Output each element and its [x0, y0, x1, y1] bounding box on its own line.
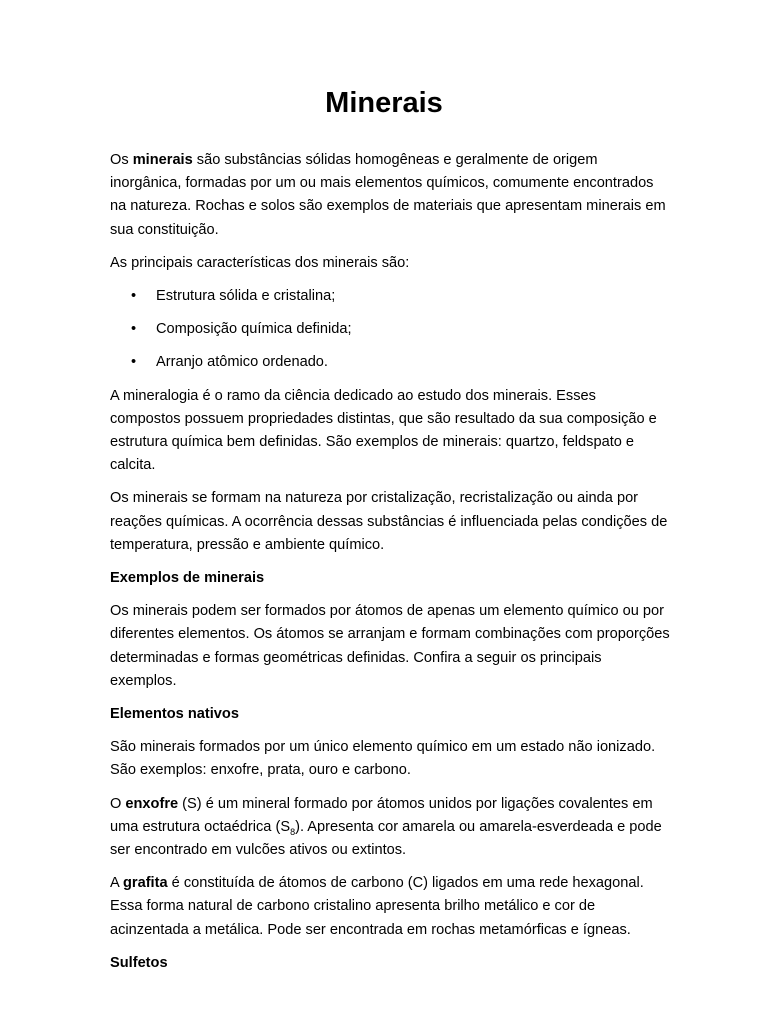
page-title: Minerais [325, 87, 443, 119]
sulfur-paragraph [110, 793, 670, 863]
bullet-icon: • [131, 288, 137, 305]
bullet-icon: • [131, 354, 137, 371]
list-item [110, 318, 670, 341]
examples-paragraph: Os minerais podem ser formados por átomos de apenas um elemento químico ou por diferentes elementos. Os átomos se arranjam e formam combinações com proporções determinadas e formas geométricas definidas. Confira a seguir os principais exemplos. [110, 603, 670, 689]
sulfur-lead: O [110, 795, 126, 812]
mineralogy-paragraph: A mineralogia é o ramo da ciência dedicado ao estudo dos minerais. Esses compostos possuem propriedades distintas, que são resultado da sua composição e estrutura química bem definidas. São exemplos de minerais: quartzo, feldspato e calcita. [110, 387, 657, 474]
intro-paragraph [110, 149, 670, 242]
sulfur-rest: ). Apresenta cor amarela ou amarela-esverdeada e pode ser encontrado em vulcões ativos ou extintos. [110, 818, 662, 859]
sulfur-subscript: 8 [290, 826, 296, 837]
list-item-text: Arranjo atômico ordenado. [156, 354, 328, 371]
list-item-text: Composição química definida; [156, 321, 352, 338]
graphite-bold-term: grafita [122, 875, 168, 892]
list-item [110, 351, 670, 374]
graphite-lead: A [110, 875, 123, 892]
graphite-rest: é constituída de átomos de carbono (C) ligados em uma rede hexagonal. Essa forma natural de carbono cristalino apresenta brilho metálico e cor de acinzentada a metálica. Pode ser encontrada em rochas metamórficas e ígneas. [110, 875, 644, 938]
intro-lead: Os [110, 152, 133, 168]
native-elements-heading: Elementos nativos [110, 706, 239, 723]
bullet-icon: • [131, 321, 137, 338]
list-item-text: Estrutura sólida e cristalina; [156, 288, 336, 305]
formation-paragraph: Os minerais se formam na natureza por cristalização, recristalização ou ainda por reações químicas. A ocorrência dessas substâncias é influenciada pelas condições de temperatura, pressão e ambiente químico. [110, 490, 668, 553]
examples-heading: Exemplos de minerais [110, 570, 265, 587]
sulfur-middle: (S) é um mineral formado por átomos unidos por ligações covalentes em uma estrutura octaédrica (S [110, 795, 653, 835]
intro-rest: são substâncias sólidas homogêneas e geralmente de origem inorgânica, formadas por um ou mais elementos químicos, comumente encontrados na natureza. Rochas e solos são exemplos de materiais que apresentam minerais em sua constituição. [110, 152, 666, 238]
graphite-paragraph [110, 872, 670, 942]
characteristics-intro: As principais características dos minerais são: [110, 254, 410, 271]
sulfides-heading: Sulfetos [110, 954, 168, 971]
document-body [110, 149, 670, 985]
list-item [110, 285, 670, 308]
native-elements-paragraph: São minerais formados por um único elemento químico em um estado não ionizado. São exemplos: enxofre, prata, ouro e carbono. [110, 739, 656, 779]
characteristics-list [110, 285, 670, 375]
sulfur-bold-term: enxofre [125, 795, 179, 812]
intro-bold-term: minerais [132, 152, 193, 168]
